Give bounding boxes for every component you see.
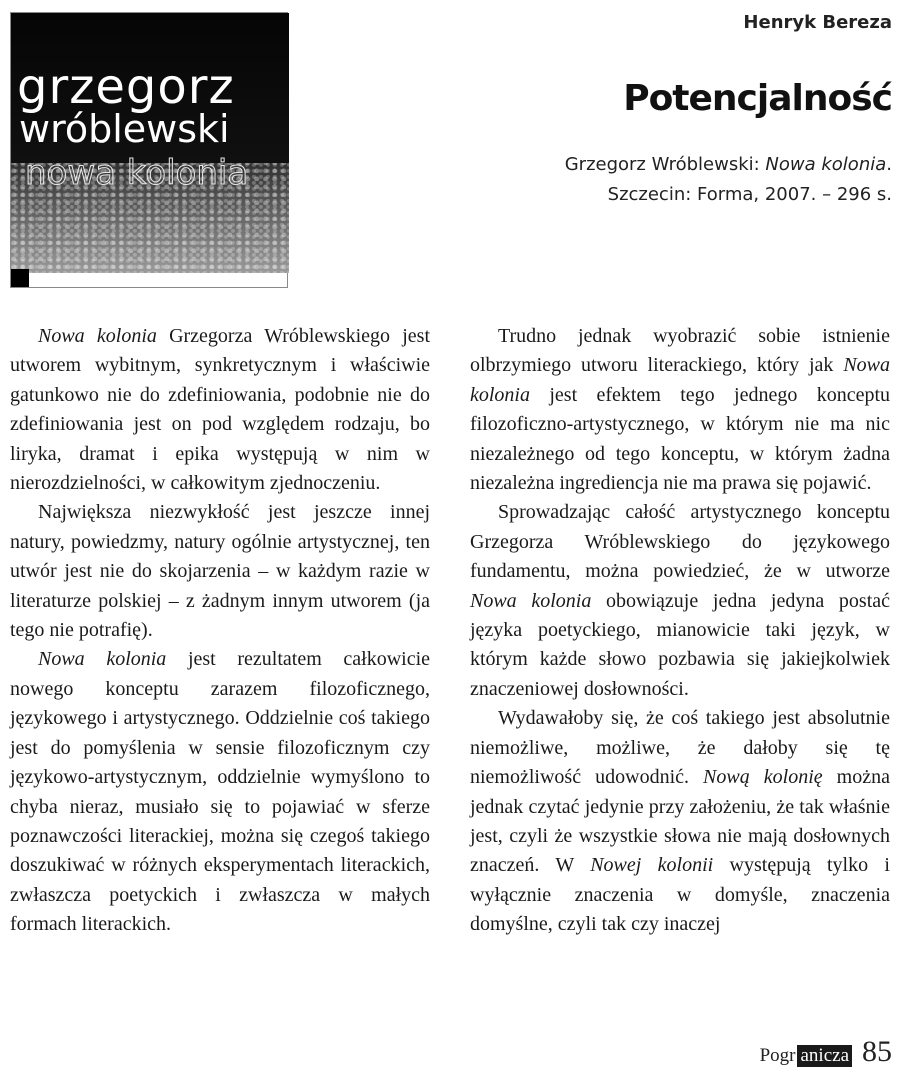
paragraph-text: Grzegorza Wróblewskiego jest utworem wybitnym, synkretycznym i właściwie gatunkowo nie do zdefiniowania, podobnie nie do zdefiniowania jest on pod względem rodzaju, bo liryka, dramat i epika występują w nim w nierozdzielności, w całkowitym zjednoczeniu. [10, 325, 430, 495]
paragraph [470, 322, 890, 498]
cover-author-last-name: wróblewski [19, 107, 230, 151]
italic-title: Nowa kolonia [38, 325, 157, 347]
paragraph-text: jest rezultatem całkowicie nowego konceptu zarazem filozoficznego, językowego i artystycznego. Oddzielnie coś takiego jest do pomyślenia w sensie filozoficznym czy językowo-artystycznym, oddzielnie wymyślono to chyba nieraz, musiało się to pojawiać w sferze poznawczości literackiej, można się czegoś takiego doszukiwać w różnych eksperymentach literackich, zwłaszcza poetyckich i zwłaszcza w małych formach literackich. [10, 648, 430, 936]
left-text-column [10, 322, 430, 940]
page-number: 85 [862, 1035, 892, 1068]
paragraph-text: obowiązuje jedna jedyna postać języka poetyckiego, mianowicie taki język, w którym każde słowo pozbawia się jakiejkolwiek znaczeniowej dosłowności. [470, 589, 890, 700]
italic-title: Nową kolonię [703, 766, 823, 789]
logo-highlight-text: anicza [797, 1045, 852, 1067]
biblio-line-2: Szczecin: Forma, 2007. – 296 s. [607, 184, 892, 205]
book-cover-image [10, 12, 288, 288]
paragraph [10, 645, 430, 939]
paragraph-text: Sprowadzając całość artystycznego konceptu Grzegorza Wróblewskiego do językowego fundamentu, można powiedzieć, że w utworze [470, 501, 890, 583]
italic-title: Nowa kolonia [470, 589, 592, 612]
paragraph-text: Trudno jednak wyobrazić sobie istnienie olbrzymiego utworu literackiego, który jak [470, 325, 890, 377]
cover-author-first-name: grzegorz [17, 59, 235, 115]
cover-book-title: nowa kolonia [25, 153, 249, 193]
italic-title: Nowej kolonii [590, 854, 714, 877]
paragraph [470, 704, 890, 939]
paragraph-text: Wydawałoby się, że coś takiego jest absolutnie niemożliwe, możliwe, że dałoby się tę niemożliwość udowodnić. [470, 707, 890, 789]
paragraph [470, 498, 890, 704]
paragraph [10, 322, 430, 498]
article-author: Henryk Bereza [743, 12, 892, 33]
biblio-line-1 [565, 150, 892, 180]
paragraph-text: występują tylko i wyłącznie znaczenia w domyśle, znaczenia domyślne, czyli tak czy inaczej [470, 854, 890, 936]
italic-title: Nowa kolonia [38, 648, 167, 671]
paragraph-text: jest efektem tego jednego konceptu filozoficzno-artystycznego, w którym nie ma nic niezależnego od tego konceptu, w którym żadna niezależna ingrediencja nie ma prawa się pojawić. [470, 383, 890, 495]
biblio-author: Grzegorz Wróblewski: [564, 154, 766, 175]
biblio-period: . [886, 154, 892, 175]
paragraph-text: można jednak czytać jedynie przy założeniu, że tak właśnie jest, czyli że wszystkie słowa nie mają dosłownych znaczeń. W [470, 766, 890, 877]
italic-title: Nowa kolonia [470, 354, 890, 406]
article-title: Potencjalność [623, 78, 892, 119]
biblio-work-title: Nowa kolonia [765, 154, 887, 175]
page-footer [760, 1035, 892, 1069]
right-text-column [470, 322, 890, 940]
bibliographic-note [565, 150, 892, 210]
logo-plain-text: Pogr [759, 1045, 796, 1066]
cover-texture [11, 13, 289, 273]
magazine-logo [760, 1045, 852, 1067]
cover-corner-mark [11, 269, 29, 287]
paragraph: Największa niezwykłość jest jeszcze innej natury, powiedzmy, natury ogólnie artystycznej, ten utwór jest nie do skojarzenia – w każdym razie w literaturze polskiej – z żadnym innym utworem (ja tego nie potrafię). [10, 501, 430, 642]
